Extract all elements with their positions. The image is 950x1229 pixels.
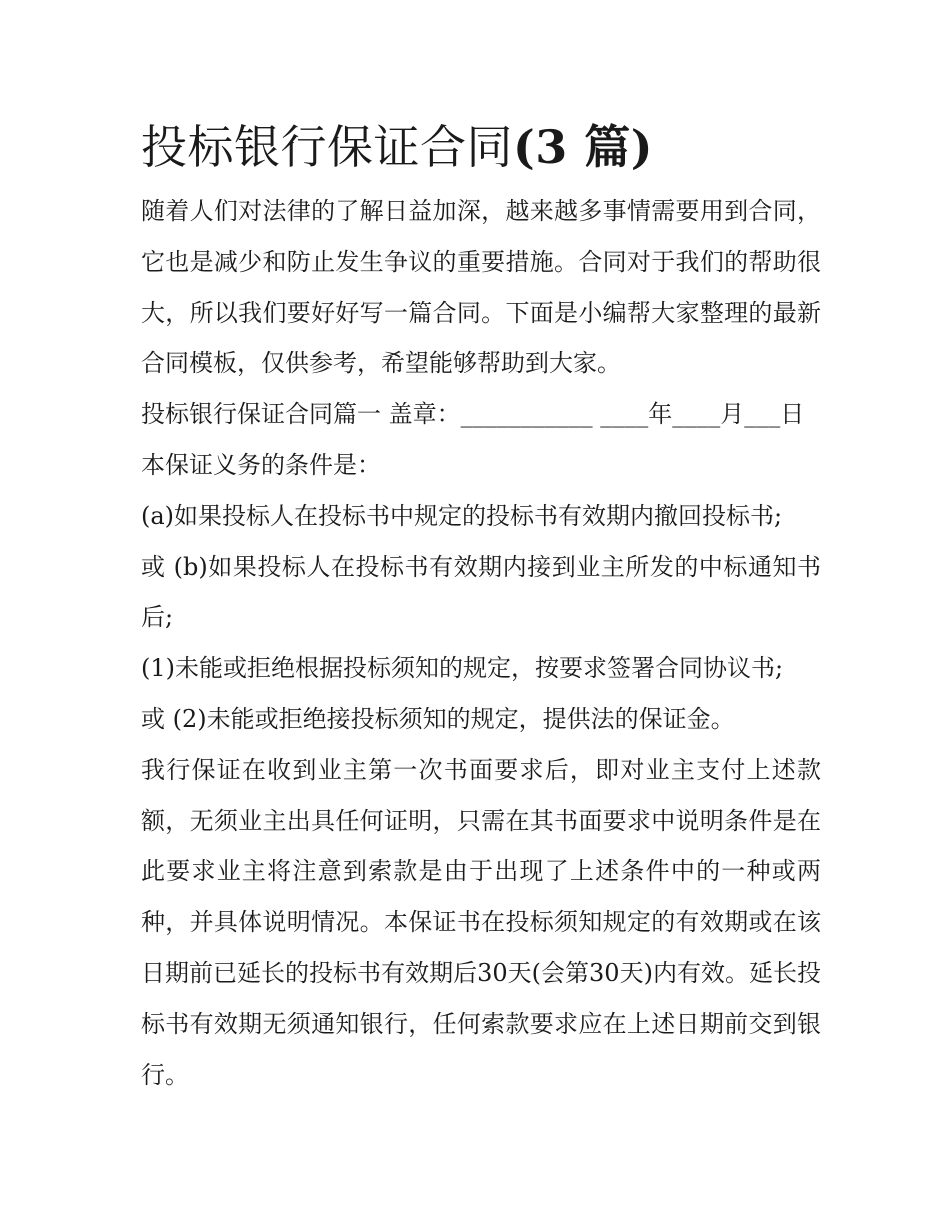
condition-1: (1)未能或拒绝根据投标须知的规定，按要求签署合同协议书; bbox=[141, 654, 784, 683]
conditions-intro: 本保证义务的条件是： bbox=[141, 450, 381, 479]
condition-a: (a)如果投标人在投标书中规定的投标书有效期内撤回投标书; bbox=[141, 501, 783, 530]
condition-b: 或 (b)如果投标人在投标书有效期内接到业主所发的中标通知书后; bbox=[141, 552, 821, 632]
guarantee-paragraph: 我行保证在收到业主第一次书面要求后，即对业主支付上述款额，无须业主出具任何证明，只需在其书面要求中说明条件是在此要求业主将注意到索款是由于出现了上述条件中的一种或两种，并具体说明情况。本保证书在投标须知规定的有效期或在该日期前已延长的投标书有效期后30天(会第30天)内有效。延长投标书有效期无须通知银行，任何索款要求应在上述日期前交到银行。 bbox=[141, 755, 821, 1089]
document-page bbox=[141, 108, 821, 1100]
intro-paragraph: 随着人们对法律的了解日益加深，越来越多事情需要用到合同，它也是减少和防止发生争议的重要措施。合同对于我们的帮助很大，所以我们要好好写一篇合同。下面是小编帮大家整理的最新合同模板，仅供参考，希望能够帮助到大家。 bbox=[141, 197, 821, 378]
title-main: 投标银行保证合同 bbox=[141, 120, 513, 174]
condition-2: 或 (2)未能或拒绝接投标须知的规定，提供法的保证金。 bbox=[141, 704, 735, 733]
title-suffix: (3 篇) bbox=[513, 120, 654, 174]
contract-heading-line: 投标银行保证合同篇一 盖章：___________ ____年____月___日 bbox=[141, 400, 805, 429]
document-title bbox=[141, 108, 821, 186]
